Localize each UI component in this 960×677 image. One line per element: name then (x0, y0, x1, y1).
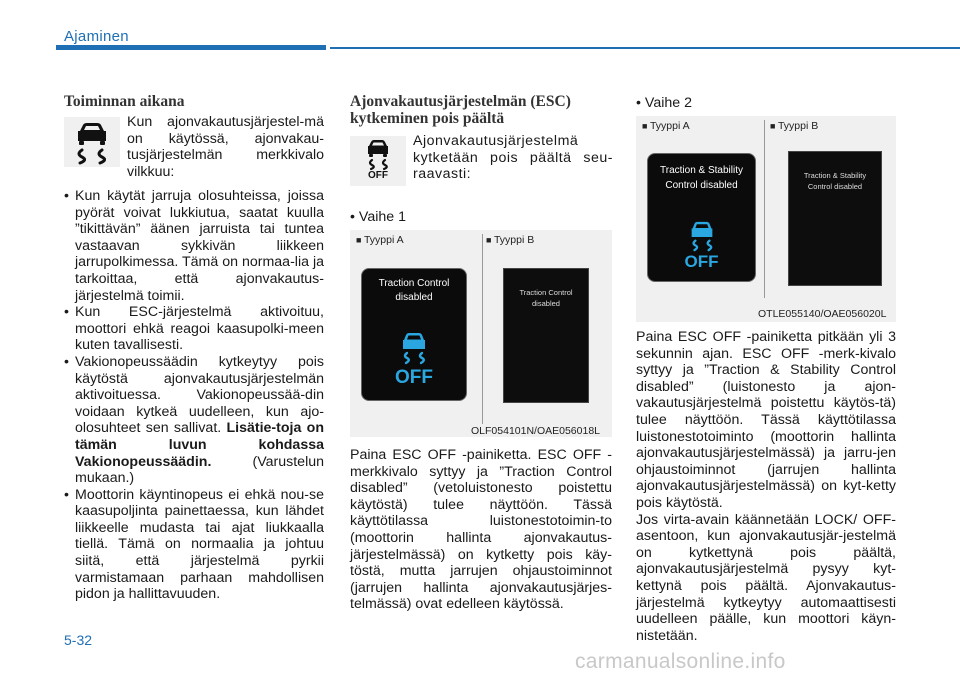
bullet-bold-ref: Lisätie-toja on tämän luvun kohdassa Vakionopeussäädin. (75, 420, 324, 470)
page-number: 5-32 (64, 632, 93, 648)
screen-a-off: OFF (684, 252, 719, 271)
esc-off-icon (350, 136, 406, 186)
heading-esc-off: Ajonvakautusjärjestelmän (ESC) kytkeminen pois päältä (350, 93, 571, 127)
screen-a-off: OFF (395, 367, 433, 388)
col1-intro: Kun ajonvakautusjärjestel-mä on käytössä, ajonvakau-tusjärjestelmän merkkivalo vilkkuu: (127, 114, 324, 180)
step1-figure (350, 230, 612, 437)
bullet-item: • Moottorin käyntinopeus ei ehkä nou-se kaasupoljinta painettaessa, kun lähdet liikkeelle mudasta tai ajat liukkaalla tiellä. Tämä on normaalia ja johtuu siitä, että järjestelmä pyrkii varmistamaan parhaan mahdollisen pidon ja hallittavuuden. (64, 487, 324, 603)
step2-figure (636, 116, 896, 322)
cluster-screen-b (503, 268, 589, 403)
cluster-screen-a (361, 268, 467, 401)
type-a-tag: ■ Tyyppi A (356, 234, 404, 246)
type-b-tag: ■ Tyyppi B (770, 120, 818, 132)
step-1: • Vaihe 1 (350, 209, 406, 225)
bullet-text: Vakionopeussäädin kytkeytyy pois käytöstä ajonvakautusjärjestelmän aktivoituessa. Vakionopeussää-din voidaan kytkeä uudelleen, kun ajo-olosuhteet sen sallivat. (75, 353, 324, 437)
bullet-tail: (Varustelun mukaan.) (75, 453, 324, 487)
figure-caption: OTLE055140/OAE056020L (758, 308, 887, 320)
col1-bullet-list (64, 188, 324, 603)
esc-indicator-icon (64, 117, 120, 167)
header-rule-thin (330, 47, 960, 49)
bullet-item: • Kun käytät jarruja olosuhteissa, joissa pyörät voivat lukkiutua, saatat kuulla ”tikittävän” äänen jarruista tai tuntea vastaavan sykkivän liikkeen jarrupolkimessa. Tämä on normaa-lia ja tarkoittaa, että ajonvakautus-järjestelmä toimii. (64, 188, 324, 304)
step-2: • Vaihe 2 (636, 95, 692, 111)
figure-divider (764, 120, 765, 298)
type-a-tag: ■ Tyyppi A (642, 120, 690, 132)
col3-body: Paina ESC OFF -painiketta pitkään yli 3 sekunnin ajan. ESC OFF -merk-kivalo syttyy ja ”Traction & Stability Control disabled” (luistonesto ja ajon-vakautusjärjestelmä poistettu käytös-tä) tulee näyttöön. Tässä käyttötilassa luistonestotoiminto (moottorin hallinta ajonvakautusjärjestelmässä) ja jarru-jen ohjaustoiminnot (jarrujen hallinta ajonvakautusjärjestelmässä) on kyt-ketty pois käytöstä. Jos virta-avain käännetään LOCK/ OFF-asentoon, kun ajonvakautusjär-jestelmä on kytkettynä pois päältä, ajonvakautusjärjestelmä pysyy kyt-kettynä pois päältä. Ajonvakautus-järjestelmä kytkeytyy automaattisesti uudelleen päälle, kun moottori käyn-nistetään. (636, 329, 896, 644)
col2-body: Paina ESC OFF -painiketta. ESC OFF -merkkivalo syttyy ja ”Traction Control disabled” (vetoluistonesto poistettu käytöstä) tulee näyttöön. Tässä käyttötilassa luistonestotoimin-to (moottorin hallinta ajonvakautus-järjestelmässä) on kytketty pois käy-töstä, mutta jarrujen ohjaustoiminnot (jarrujen hallinta ajonvakautusjärjes-telmässä) ovat edelleen käytössä. (350, 447, 612, 613)
bullet-item (64, 354, 324, 487)
header-rule-thick (56, 45, 326, 50)
section-title: Ajaminen (64, 28, 129, 45)
bullet-item: • Kun ESC-järjestelmä aktivoituu, moottori ehkä reagoi kaasupolki-meen kuten tavallisesti. (64, 304, 324, 354)
figure-divider (482, 234, 483, 424)
cluster-screen-a (647, 153, 756, 282)
type-b-tag: ■ Tyyppi B (486, 234, 534, 246)
cluster-screen-b (788, 151, 882, 286)
screen-a-message: Traction Control disabled (378, 278, 450, 303)
esc-off-warning-icon (398, 331, 430, 365)
screen-b-message: Traction Control disabled (519, 288, 573, 308)
off-label: OFF (368, 170, 388, 181)
screen-b-message: Traction & Stability Control disabled (803, 171, 867, 191)
step-1-label: Vaihe 1 (358, 209, 406, 225)
col2-intro: Ajonvakautusjärjestelmä kytketään pois päältä seu-raavasti: (413, 133, 613, 183)
screen-a-message: Traction & Stability Control disabled (660, 165, 743, 191)
esc-off-warning-icon (686, 220, 718, 252)
figure-caption: OLF054101N/OAE056018L (471, 425, 601, 437)
watermark: carmanualsonline.info (575, 650, 786, 673)
step-2-label: Vaihe 2 (644, 95, 692, 111)
heading-operation: Toiminnan aikana (64, 93, 185, 110)
